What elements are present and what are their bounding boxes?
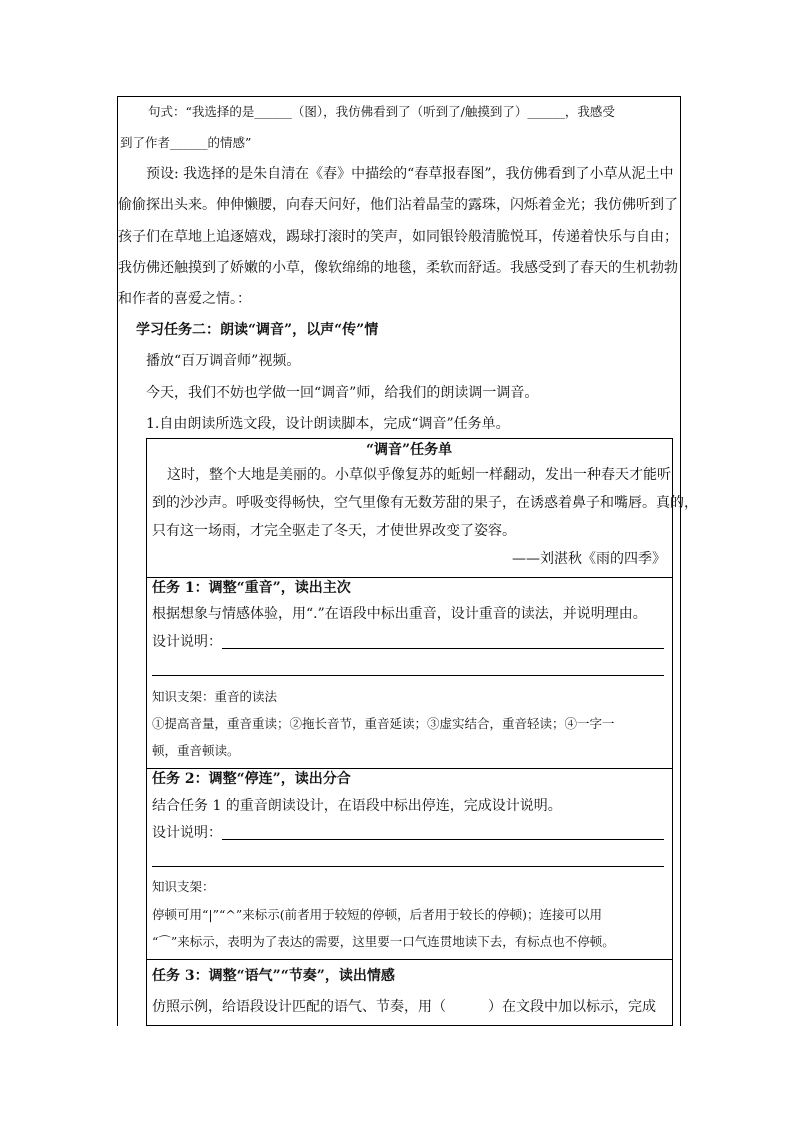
task2-desc: 结合任务 1 的重音朗读设计，在语段中标出停连，完成设计说明。 — [152, 798, 562, 814]
task1-kb-title: 知识支架：重音的读法 — [152, 689, 278, 704]
task1-answer-line-1[interactable] — [222, 648, 664, 649]
sentence-pattern-line1: 句式：“我选择的是______（图），我仿佛看到了（听到了/触摸到了）______，我感受 — [148, 104, 615, 119]
preset-line-1: 预设: 我选择的是朱自清在《春》中描绘的“春草报春图”，我仿佛看到了小草从泥土中 — [146, 166, 674, 182]
task2-design-label[interactable]: 设计说明： — [152, 825, 222, 841]
preset-line-5: 和作者的喜爱之情。： — [118, 291, 251, 307]
task1-kb-line2: 顿，重音顿读。 — [152, 743, 240, 758]
task3-title: 任务 3：调整“语气”“节奏”，读出情感 — [152, 968, 395, 984]
task2-answer-line-1[interactable] — [222, 839, 664, 840]
task2-line2: 今天，我们不妨也学做一回“调音”师，给我们的朗读调一调音。 — [146, 385, 539, 401]
task2-line3: 1.自由朗读所选文段，设计朗读脚本，完成“调音”任务单。 — [146, 416, 510, 432]
preset-line-2: 偷偷探出头来。伸伸懒腰，向春天问好，他们沾着晶莹的露珠，闪烁着金光；我仿佛听到了 — [118, 197, 678, 213]
preset-line-3: 孩子们在草地上追逐嬉戏，踢球打滚时的笑声，如同银铃般清脆悦耳，传递着快乐与自由； — [118, 229, 678, 245]
task1-design-label[interactable]: 设计说明： — [152, 634, 222, 650]
task1-title: 任务 1：调整“重音”，读出主次 — [152, 580, 351, 596]
divider — [146, 959, 673, 960]
task2-answer-line-2[interactable] — [152, 866, 664, 867]
task2-kb-line2: “⌒”来标示，表明为了表达的需要，这里要一口气连贯地读下去，有标点也不停顿。 — [152, 934, 615, 949]
passage-line-3: 只有这一场雨，才完全驱走了冬天，才使世界改变了姿容。 — [152, 523, 516, 539]
task1-answer-line-2[interactable] — [152, 675, 664, 676]
task3-desc: 仿照示例，给语段设计匹配的语气、节奏，用（ ）在文段中加以标示，完成 — [152, 999, 656, 1015]
task1-desc: 根据想象与情感体验，用“.”在语段中标出重音，设计重音的读法，并说明理由。 — [152, 606, 647, 622]
passage-line-2: 到的沙沙声。呼吸变得畅快，空气里像有无数芳甜的果子，在诱惑着鼻子和嘴唇。真的， — [152, 495, 698, 511]
task2-kb-line1: 停顿可用“|”“^”来标示(前者用于较短的停顿，后者用于较长的停顿)；连接可以用 — [152, 907, 603, 922]
worksheet-title: “调音”任务单 — [366, 442, 453, 458]
preset-line-4: 我仿佛还触摸到了娇嫩的小草，像软绵绵的地毯，柔软而舒适。我感受到了春天的生机勃勃 — [118, 260, 678, 276]
task2-kb-title: 知识支架： — [152, 879, 215, 894]
task2-title: 任务 2：调整“停连”，读出分合 — [152, 771, 351, 787]
task2-line1: 播放“百万调音师”视频。 — [146, 353, 301, 369]
passage-source: ——刘湛秋《雨的四季》 — [512, 551, 666, 567]
task2-heading: 学习任务二：朗读“调音”，以声“传”情 — [136, 322, 379, 338]
passage-line-1: 这时，整个大地是美丽的。小草似乎像复苏的蚯蚓一样翻动，发出一种春天才能听 — [167, 467, 671, 483]
task1-kb-line1: ①提高音量，重音重读；②拖长音节，重音延读；③虚实结合，重音轻读；④一字一 — [152, 716, 615, 731]
sentence-pattern-line2: 到了作者______的情感” — [120, 135, 252, 150]
